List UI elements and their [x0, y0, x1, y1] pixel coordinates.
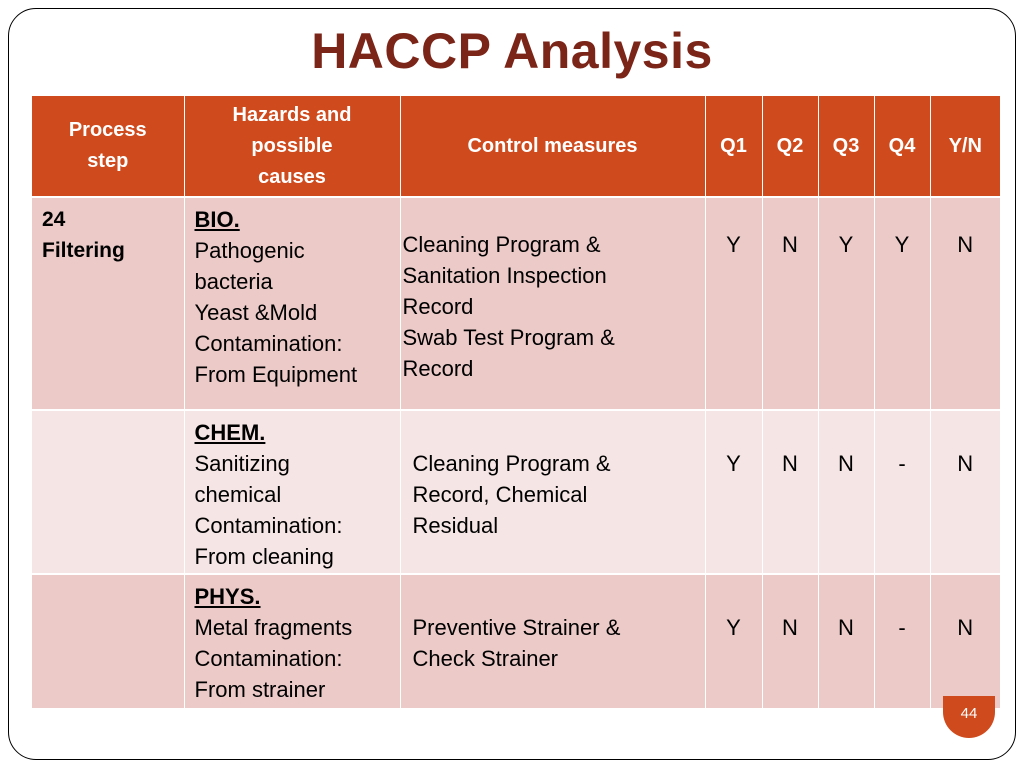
- header-hazards: [184, 96, 400, 197]
- q2-cell: [762, 197, 818, 410]
- control-line: Record: [402, 294, 474, 319]
- hazard-cell: [184, 410, 400, 574]
- q2-value: N: [782, 615, 798, 640]
- hazard-line: Pathogenic: [194, 238, 305, 263]
- control-line: Residual: [412, 513, 499, 538]
- header-q2: Q2: [762, 96, 818, 197]
- header-q1: Q1: [705, 96, 762, 197]
- q1-value: Y: [726, 615, 741, 640]
- q3-value: Y: [838, 232, 854, 257]
- process-step-cell: [32, 574, 184, 708]
- header-q4: Q4: [874, 96, 930, 197]
- q2-value: N: [782, 451, 798, 476]
- hazard-category: PHYS.: [194, 584, 261, 609]
- hazard-cell: [184, 197, 400, 410]
- q2-value: N: [782, 232, 798, 257]
- hazard-line: From Equipment: [194, 362, 358, 387]
- q4-cell: [874, 410, 930, 574]
- control-line: Swab Test Program &: [402, 325, 615, 350]
- q3-value: N: [838, 451, 854, 476]
- table-row: [32, 197, 1000, 410]
- q4-value: -: [898, 615, 906, 640]
- yn-value: N: [957, 615, 974, 640]
- header-row: [32, 96, 1000, 197]
- hazard-category: CHEM.: [194, 420, 266, 445]
- header-text: causes: [258, 165, 326, 188]
- q4-value: Y: [894, 232, 910, 257]
- process-step-name: Filtering: [42, 239, 125, 262]
- table-row: [32, 574, 1000, 708]
- slide-title: HACCP Analysis: [311, 23, 713, 79]
- hazard-line: Contamination:: [194, 331, 343, 356]
- control-line: Preventive Strainer &: [412, 615, 621, 640]
- q2-cell: [762, 410, 818, 574]
- header-text: possible: [251, 134, 333, 157]
- hazard-line: bacteria: [194, 269, 273, 294]
- hazard-line: Yeast &Mold: [194, 300, 318, 325]
- hazard-line: Metal fragments: [194, 615, 353, 640]
- yn-cell: [930, 574, 1000, 708]
- hazard-line: From cleaning: [194, 544, 334, 569]
- q2-cell: [762, 574, 818, 708]
- process-step-cell: [32, 410, 184, 574]
- hazard-line: Sanitizing: [194, 451, 290, 476]
- control-line: Cleaning Program &: [402, 232, 601, 257]
- header-control-measures: Control measures: [400, 96, 705, 197]
- hazard-cell: [184, 574, 400, 708]
- q3-cell: [818, 410, 874, 574]
- q3-value: N: [838, 615, 854, 640]
- q4-value: -: [898, 451, 906, 476]
- control-line: Check Strainer: [412, 646, 559, 671]
- control-measures-cell: [400, 410, 705, 574]
- q1-cell: [705, 410, 762, 574]
- header-q3: Q3: [818, 96, 874, 197]
- yn-cell: [930, 410, 1000, 574]
- header-text: Process: [68, 119, 147, 141]
- table-row: [32, 410, 1000, 574]
- q1-value: Y: [726, 451, 741, 476]
- q1-cell: [705, 574, 762, 708]
- control-measures-cell: [400, 197, 705, 410]
- hazard-line: Contamination:: [194, 646, 343, 671]
- q1-value: Y: [726, 232, 741, 257]
- haccp-table: [32, 96, 1000, 708]
- control-line: Cleaning Program &: [412, 451, 611, 476]
- q4-cell: [874, 574, 930, 708]
- process-step-cell: [32, 197, 184, 410]
- hazard-line: Contamination:: [194, 513, 343, 538]
- q4-cell: [874, 197, 930, 410]
- header-text: Hazards and: [232, 103, 352, 126]
- yn-value: N: [957, 451, 974, 476]
- header-process-step: [32, 96, 184, 197]
- hazard-line: chemical: [194, 482, 282, 507]
- hazard-category: BIO.: [194, 207, 240, 232]
- control-line: Record: [402, 356, 474, 381]
- yn-cell: [930, 197, 1000, 410]
- control-line: Sanitation Inspection: [402, 263, 607, 288]
- process-step-number: 24: [42, 208, 66, 231]
- header-text: step: [87, 150, 129, 172]
- page-number-badge: 44: [943, 696, 995, 738]
- q3-cell: [818, 197, 874, 410]
- q1-cell: [705, 197, 762, 410]
- control-measures-cell: [400, 574, 705, 708]
- header-yn: Y/N: [930, 96, 1000, 197]
- q3-cell: [818, 574, 874, 708]
- hazard-line: From strainer: [194, 677, 326, 702]
- control-line: Record, Chemical: [412, 482, 588, 507]
- yn-value: N: [957, 232, 974, 257]
